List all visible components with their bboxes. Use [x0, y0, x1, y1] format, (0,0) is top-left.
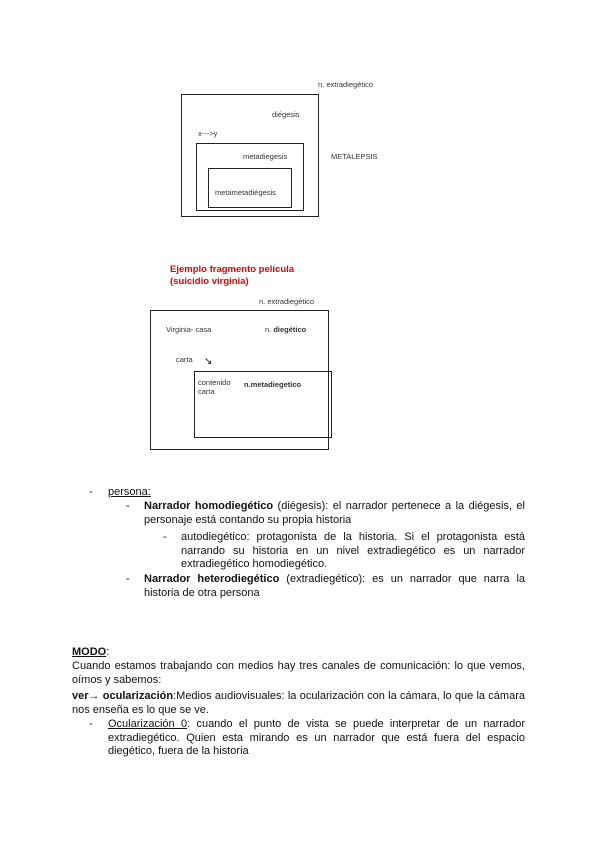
example-title-line2: (suicidio virginia): [170, 276, 249, 287]
label-metametadiegesis: metametadiégesis: [215, 188, 276, 197]
label-arrow-x-y: x--->y: [198, 129, 218, 138]
label-carta: carta: [176, 355, 193, 364]
arrow-down-right-icon: ↘: [204, 356, 213, 367]
item-autodiegetico: autodiegético: protagonista de la historia. Si el protagonista está narrando su historia en un nivel extradiegético es un narrador extradiegético homodiegético.: [181, 531, 525, 570]
label-diegesis: diégesis: [272, 110, 300, 119]
bullet-dash: -: [126, 573, 130, 585]
example-title: [170, 264, 294, 288]
bullet-dash: -: [89, 718, 93, 730]
bullet-dash: -: [126, 500, 130, 512]
item-ocularizacion-0: Ocularización 0: cuando el punto de vista se puede interpretar de un narrador extradiegético. Quien esta mirando es un narrador que está fuera del espacio diegético, fuera de la historia: [108, 718, 525, 757]
label-n-metadiegetico: n.metadiegetico: [244, 380, 302, 389]
label-contenido-carta: contenido carta: [198, 378, 231, 396]
modo-intro: Cuando estamos trabajando con medios hay tres canales de comunicación: lo que vemos, oímos y sabemos:: [72, 660, 525, 686]
label-metalepsis: METALEPSIS: [331, 152, 378, 161]
label-metadiegesis: metadiegesis: [243, 152, 288, 161]
item-narrador-heterodiegetico: Narrador heterodiegético (extradiegético): es un narrador que narra la historia de otra persona: [144, 573, 526, 599]
label-n-diegetico: n. diegético: [265, 325, 307, 334]
modo-heading: MODO:: [72, 646, 110, 658]
example-title-line1: Ejemplo fragmento película: [170, 264, 295, 275]
label-n-extradiegetico: n. extradiegético: [318, 80, 374, 89]
persona-label: persona:: [108, 486, 151, 498]
modo-ver-ocularizacion: ver→ ocularización:Medios audiovisuales: la ocularización con la cámara, lo que la cámara nos enseña es lo que se ve.: [72, 690, 525, 716]
bullet-dash: -: [163, 531, 167, 543]
label-n-extradiegetico-2: n. extradiegético: [259, 297, 315, 306]
item-narrador-homodiegetico: Narrador homodiegético (diégesis): el narrador pertenece a la diégesis, el personaje está contando su propia historia: [144, 500, 525, 526]
bullet-dash: -: [89, 486, 93, 498]
label-virginia-casa: Virginia- casa: [166, 325, 212, 334]
